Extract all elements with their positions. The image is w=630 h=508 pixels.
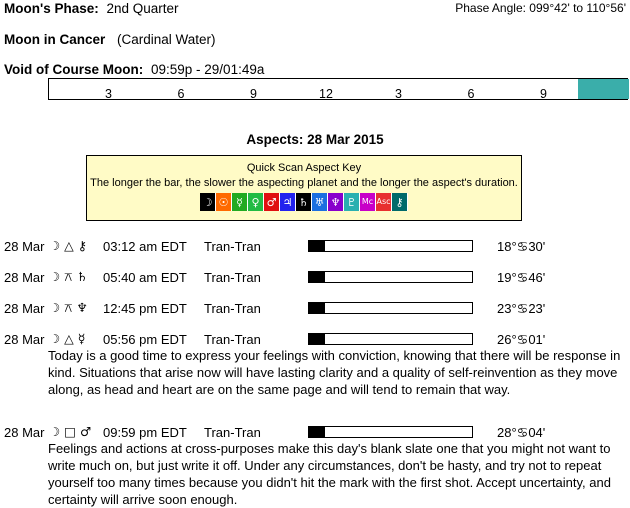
aspect-duration-fill bbox=[309, 334, 325, 344]
void-of-course-row bbox=[4, 62, 264, 77]
aspect-degree: 28°♋04' bbox=[497, 425, 546, 440]
aspect-duration-bar bbox=[308, 240, 473, 252]
mars-icon: ♂ bbox=[264, 193, 280, 211]
moon-sign-detail: (Cardinal Water) bbox=[117, 32, 216, 47]
aspect-duration-fill bbox=[309, 303, 325, 313]
aspect-glyphs: ☽ □ ♂ bbox=[49, 424, 92, 439]
moon-sign-label: Moon in Cancer bbox=[4, 32, 106, 47]
aspect-date: 28 Mar bbox=[4, 425, 45, 440]
aspect-duration-bar bbox=[308, 302, 473, 314]
aspect-interpretation: Today is a good time to express your feelings with conviction, knowing that there will be response in kind. Situations that arise now will have lasting clarity and a quality of self-reinvention as they move along, as head and heart are on the same page and will tend to remain that way. bbox=[48, 348, 621, 397]
timeline-tick-label: 12 bbox=[319, 87, 333, 101]
aspect-row bbox=[4, 330, 626, 348]
phase-angle: Phase Angle: 099°42' to 110°56' bbox=[455, 1, 626, 15]
void-of-course-value: 09:59p - 29/01:49a bbox=[151, 62, 265, 77]
aspects-title: Aspects: 28 Mar 2015 bbox=[246, 132, 384, 147]
aspect-row bbox=[4, 423, 626, 441]
aspect-duration-bar bbox=[308, 271, 473, 283]
aspect-duration-fill bbox=[309, 272, 325, 282]
venus-icon: ♀ bbox=[248, 193, 264, 211]
aspect-type: Tran-Tran bbox=[204, 425, 261, 440]
ascendant-icon: Asc bbox=[376, 193, 392, 211]
aspect-interpretation: Feelings and actions at cross-purposes make this day's blank slate one that you might not want to write much on, but just write it off. Under any circumstances, don't be hasty, and try not to repeat yourself too many times because you didn't hit the mark with the first shot. Accept uncertainty, and certainty will arrive soon enough. bbox=[48, 441, 611, 507]
aspect-duration-bar bbox=[308, 333, 473, 345]
aspect-row bbox=[4, 299, 626, 317]
aspect-type: Tran-Tran bbox=[204, 270, 261, 285]
aspect-time: 05:56 pm EDT bbox=[103, 332, 187, 347]
aspect-duration-bar bbox=[308, 426, 473, 438]
moon-sign-row bbox=[4, 32, 216, 47]
moon-phase-row bbox=[4, 1, 179, 16]
aspect-time: 05:40 am EDT bbox=[103, 270, 187, 285]
timeline-tick-label: 9 bbox=[250, 87, 257, 101]
timeline-tick-label: 6 bbox=[177, 87, 185, 101]
timeline-tick-label: 6 bbox=[467, 87, 475, 101]
aspect-glyphs: ☽ ⚻ ♆ bbox=[49, 300, 88, 315]
aspect-degree: 23°♋23' bbox=[497, 301, 546, 316]
midheaven-icon: Mc bbox=[360, 193, 376, 211]
timeline-tick-label: 3 bbox=[395, 87, 402, 101]
timeline-tick-label: 9 bbox=[540, 87, 547, 101]
aspect-row bbox=[4, 268, 626, 286]
aspect-duration-fill bbox=[309, 241, 325, 251]
neptune-icon: ♆ bbox=[328, 193, 344, 211]
aspect-type: Tran-Tran bbox=[204, 332, 261, 347]
aspect-type: Tran-Tran bbox=[204, 301, 261, 316]
aspect-time: 09:59 pm EDT bbox=[103, 425, 187, 440]
aspect-duration-fill bbox=[309, 427, 325, 437]
void-of-course-timeline bbox=[48, 78, 628, 100]
moon-phase-value: 2nd Quarter bbox=[106, 1, 179, 16]
aspect-time: 12:45 pm EDT bbox=[103, 301, 187, 316]
aspect-key-description: The longer the bar, the slower the aspecting planet and the longer the aspect's duration. bbox=[90, 177, 518, 189]
aspect-degree: 18°♋30' bbox=[497, 239, 546, 254]
saturn-icon: ♄ bbox=[296, 193, 312, 211]
void-period-fill bbox=[578, 79, 629, 99]
aspect-glyphs: ☽ △ ⚷ bbox=[49, 238, 87, 253]
uranus-icon: ♅ bbox=[312, 193, 328, 211]
aspect-degree: 26°♋01' bbox=[497, 332, 546, 347]
pluto-icon: ♇ bbox=[344, 193, 360, 211]
aspect-glyphs: ☽ △ ☿ bbox=[49, 331, 86, 346]
aspect-date: 28 Mar bbox=[4, 239, 45, 254]
aspect-date: 28 Mar bbox=[4, 332, 45, 347]
mercury-icon: ☿ bbox=[232, 193, 248, 211]
aspect-date: 28 Mar bbox=[4, 270, 45, 285]
aspect-glyphs: ☽ ⚻ ♄ bbox=[49, 269, 88, 284]
aspect-date: 28 Mar bbox=[4, 301, 45, 316]
aspect-key-box bbox=[86, 155, 522, 221]
moon-phase-label: Moon's Phase: bbox=[4, 1, 99, 16]
void-of-course-label: Void of Course Moon: bbox=[4, 62, 144, 77]
aspect-degree: 19°♋46' bbox=[497, 270, 546, 285]
aspect-type: Tran-Tran bbox=[204, 239, 261, 254]
moon-icon: ☽ bbox=[200, 193, 216, 211]
jupiter-icon: ♃ bbox=[280, 193, 296, 211]
chiron-icon: ⚷ bbox=[392, 193, 408, 211]
aspect-time: 03:12 am EDT bbox=[103, 239, 187, 254]
aspect-key-title: Quick Scan Aspect Key bbox=[246, 162, 362, 174]
aspect-key-swatches bbox=[87, 193, 521, 211]
sun-icon: ☉ bbox=[216, 193, 232, 211]
aspect-row bbox=[4, 237, 626, 255]
timeline-tick-label: 3 bbox=[105, 87, 112, 101]
